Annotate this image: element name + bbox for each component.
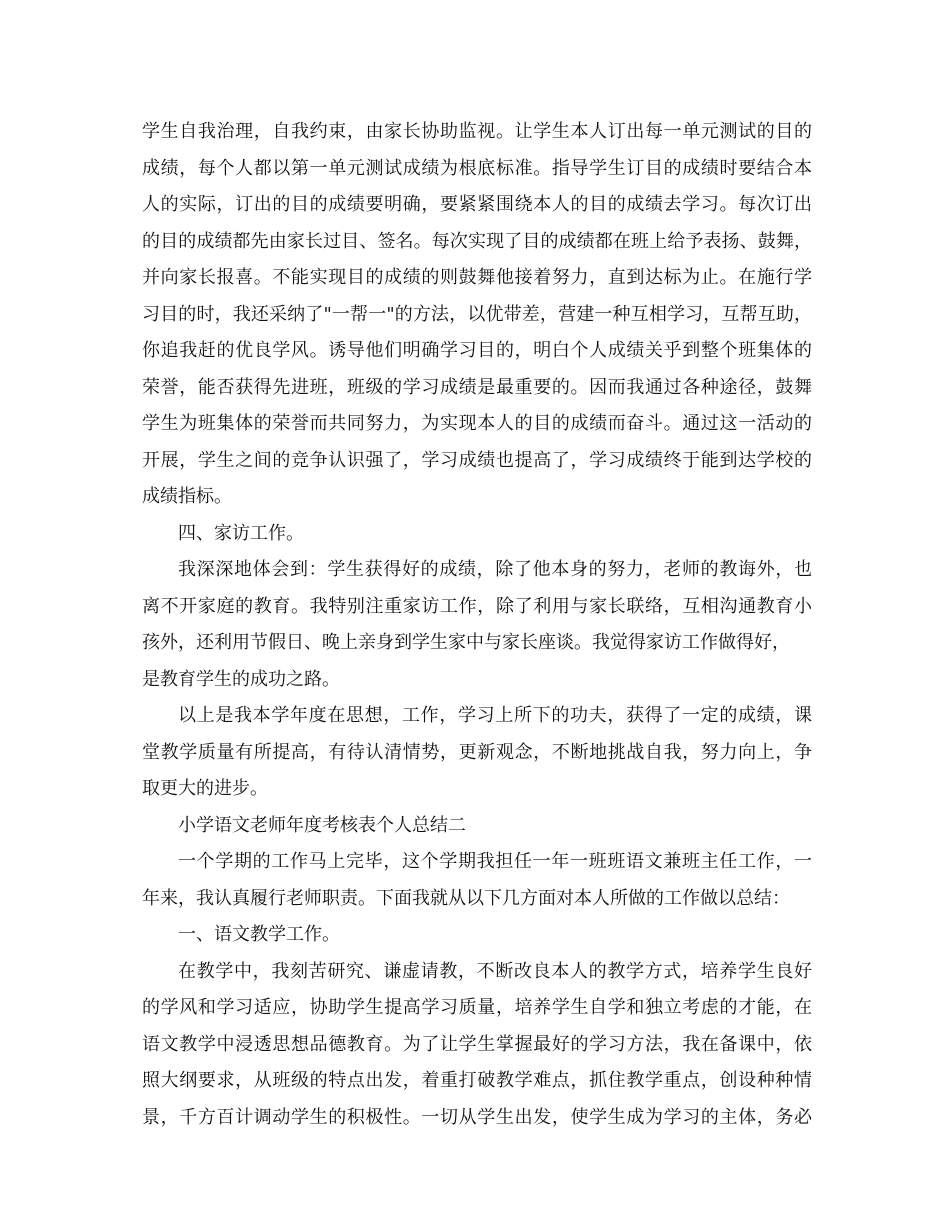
paragraph (142, 954, 812, 1137)
document-body (142, 114, 812, 1136)
paragraph (142, 698, 812, 808)
text-line: 你追我赶的优良学风。诱导他们明确学习目的，明白个人成绩关乎到整个班集体的 (142, 340, 812, 361)
text-line: 在教学中，我刻苦研究、谦虚请教，不断改良本人的教学方式，培养学生良好 (178, 960, 812, 982)
paragraph (142, 114, 812, 516)
paragraph (142, 808, 812, 845)
text-line: 照大纲要求，从班级的特点出发，着重打破教学难点，抓住教学重点，创设种种情 (142, 1070, 812, 1091)
text-line: 成绩指标。 (142, 486, 232, 507)
paragraph (142, 917, 812, 954)
text-line: 的学风和学习适应，协助学生提高学习质量，培养学生自学和独立考虑的才能，在 (142, 997, 812, 1018)
text-line: 的目的成绩都先由家长过目、签名。每次实现了目的成绩都在班上给予表扬、鼓舞， (142, 230, 812, 252)
paragraph (142, 516, 812, 553)
text-line: 习目的时，我还采纳了"一帮一"的方法，以优带差，营建一种互相学习，互帮互助， (142, 303, 812, 325)
text-line: 一、语文教学工作。 (178, 924, 340, 945)
text-line: 以上是我本学年度在思想，工作，学习上所下的功夫，获得了一定的成绩，课 (178, 705, 812, 726)
text-line: 学生自我治理，自我约束，由家长协助监视。让学生本人订出每一单元测试的目的 (142, 121, 812, 142)
text-line: 小学语文老师年度考核表个人总结二 (178, 814, 466, 836)
text-line: 孩外，还利用节假日、晚上亲身到学生家中与家长座谈。我觉得家访工作做得好， (142, 632, 790, 653)
paragraph (142, 552, 812, 698)
text-line: 成绩，每个人都以第一单元测试成绩为根底标准。指导学生订目的成绩时要结合本 (142, 157, 812, 179)
text-line: 学生为班集体的荣誉而共同努力，为实现本人的目的成绩而奋斗。通过这一活动的 (142, 413, 812, 434)
text-line: 开展，学生之间的竞争认识强了，学习成绩也提高了，学习成绩终于能到达学校的 (142, 449, 812, 471)
text-line: 堂教学质量有所提高，有待认清情势，更新观念，不断地挑战自我，努力向上，争 (142, 741, 812, 763)
text-line: 语文教学中浸透思想品德教育。为了让学生掌握最好的学习方法，我在备课中，依 (142, 1033, 812, 1055)
text-line: 我深深地体会到：学生获得好的成绩，除了他本身的努力，老师的教诲外，也 (178, 559, 812, 580)
text-line: 四、家访工作。 (178, 522, 304, 544)
text-line: 并向家长报喜。不能实现目的成绩的则鼓舞他接着努力，直到达标为止。在施行学 (142, 267, 812, 288)
text-line: 取更大的进步。 (142, 778, 268, 799)
text-line: 离不开家庭的教育。我特别注重家访工作，除了利用与家长联络，互相沟通教育小 (142, 595, 812, 617)
text-line: 人的实际，订出的目的成绩要明确，要紧紧围绕本人的目的成绩去学习。每次订出 (142, 194, 812, 215)
text-line: 年来，我认真履行老师职责。下面我就从以下几方面对本人所做的工作做以总结： (142, 887, 790, 909)
text-line: 荣誉，能否获得先进班，班级的学习成绩是最重要的。因而我通过各种途径，鼓舞 (142, 376, 812, 398)
text-line: 是教育学生的成功之路。 (142, 668, 340, 690)
paragraph (142, 844, 812, 917)
text-line: 景，千方百计调动学生的积极性。一切从学生出发，使学生成为学习的主体，务必 (142, 1106, 812, 1128)
text-line: 一个学期的工作马上完毕，这个学期我担任一年一班班语文兼班主任工作，一 (178, 851, 812, 872)
